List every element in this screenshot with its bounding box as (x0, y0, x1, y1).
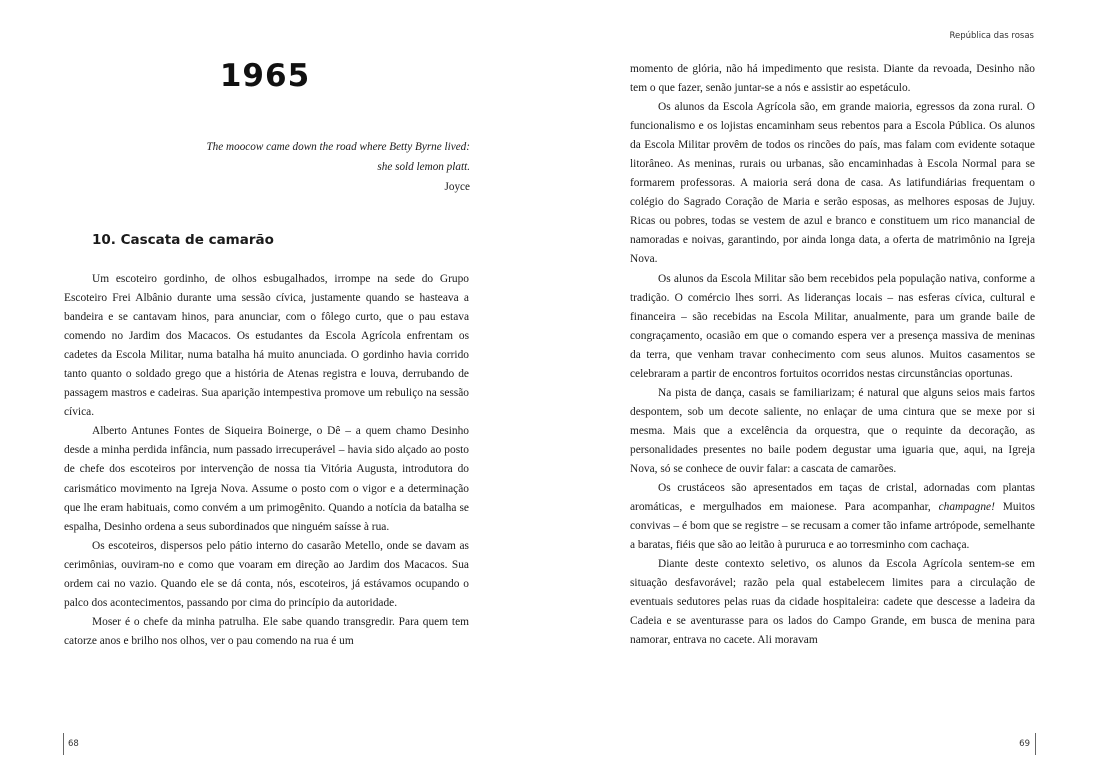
paragraph: Os alunos da Escola Agrícola são, em grande maioria, egressos da zona rural. O funcionalismo e os lojistas encaminham seus rebentos para a Escola Pública. Os alunos da Escola Militar provêm de todos os rincões do país, mas falam com evidente sotaque litorâneo. As meninas, rurais ou urbanas, são encaminhadas à Escola Normal para se formarem professoras. A maioria será dona de casa. As latifundiárias frequentam o colégio do Sagrado Coração de Maria e serão esposas, as melhores esposas de Jujuy. Ricas ou pobres, todas se vestem de azul e branco e constituem um rico manancial de namoradas e noivas, garantindo, por ainda longa data, a oferta de matrimônio na Igreja Nova. (630, 101, 1035, 266)
epigraph-line-1: The moocow came down the road where Betty Byrne lived: (206, 141, 470, 153)
paragraph: Os escoteiros, dispersos pelo pátio interno do casarão Metello, onde se davam as cerimônias, ouviram-no e como que voaram em direção ao Jardim dos Macacos. Sua ordem cai no vazio. Quando ele se dá conta, nós, escoteiros, já estávamos ocupando o palco dos acontecimentos, passando por cima do princípio da autoridade. (64, 539, 469, 609)
epigraph-line-2: she sold lemon platt. (377, 161, 470, 173)
champagne-italic: champagne! (938, 501, 995, 514)
paragraph: Alberto Antunes Fontes de Siqueira Boinerge, o Dê – a quem chamo Desinho desde a minha perdida infância, num passado irrecuperável – havia sido alçado ao posto de chefe dos escoteiros por intervenção de nossa tia Vitória Augusta, introdutora do carismático movimento na Igreja Nova. Assume o posto com o vigor e a determinação que lhe eram habituais, como convém a um primogênito. Quando a notícia da batalha se espalha, Desinho ordena a seus subordinados que ninguém saísse à rua. (64, 425, 469, 533)
shrimp-text-start: Os crustáceos são apresentados em taças de cristal, adornadas com plantas aromáticas, e mergulhados em maionese. Para acompanhar, (630, 482, 1035, 514)
paragraph-continued: momento de glória, não há impedimento que resista. Diante da revoada, Desinho não tem o que fazer, senão juntar-se a nós e assistir ao espetáculo. (630, 63, 1035, 95)
section-title: 10. Cascata de camarão (92, 232, 274, 248)
epigraph (206, 137, 470, 197)
page-number-rule (63, 733, 64, 755)
paragraph: Os alunos da Escola Militar são bem recebidos pela população nativa, conforme a tradição. O comércio lhes sorri. As lideranças locais – nas esferas cívica, cultural e financeira – são recebidas na Escola Militar, anualmente, para um grande baile de congraçamento, ocasião em que o comando espera ver a presença massiva de meninas da terra, que venham travar conhecimento com seus alunos. Muitos casamentos se celebraram a partir de encontros fortuitos ocorridos nestas circunstâncias oportunas. (630, 272, 1035, 380)
paragraph: Um escoteiro gordinho, de olhos esbugalhados, irrompe na sede do Grupo Escoteiro Frei Albânio durante uma sessão cívica, justamente quando se hasteava a bandeira e se cantavam hinos, para anunciar, com o fôlego curto, que o pau estava comendo no Jardim dos Macacos. Os estudantes da Escola Agrícola enfrentam os cadetes da Escola Militar, numa batalha há muito anunciada. O gordinho havia corrido tanto quanto o soldado grego que a história de Atenas registra e louva, derrubando de passagem mastros e cadeiras. Sua aparição intempestiva promove um rebuliço na sessão cívica. (64, 273, 469, 419)
paragraph: Diante deste contexto seletivo, os alunos da Escola Agrícola sentem-se em situação desfavorável; razão pela qual estabelecem limites para a circulação de eventuais sedutores pelas ruas da cidade hospitaleira: cadete que descesse a ladeira da Cadeia e se aventurasse para os lados do Campo Grande, em busca de menina para namorar, entrava no cacete. Ali moravam (630, 558, 1035, 647)
right-body-text (630, 60, 1035, 650)
page-number: 69 (1019, 739, 1030, 749)
chapter-year: 1965 (219, 58, 311, 94)
epigraph-author: Joyce (444, 181, 470, 193)
paragraph: Na pista de dança, casais se familiarizam; é natural que alguns seios mais fartos despontem, sob um decote saliente, no enlaçar de uma cintura que se mexe por si mesma. Mais que a excelência da orquestra, que o requinte da decoração, as personalidades presentes no baile podem degustar uma iguaria que, aqui, na Igreja Nova, só se conhece de ouvir falar: a cascata de camarões. (630, 386, 1035, 475)
right-page (550, 0, 1100, 776)
shrimp-text-end: Muitos convivas – é bom que se registre – se recusam a comer tão infame artrópode, semelhante a baratas, fiéis que são ao leitão à pururuca e ao torresminho com cachaça. (630, 501, 1035, 552)
paragraph: Moser é o chefe da minha patrulha. Ele sabe quando transgredir. Para quem tem catorze anos e brilho nos olhos, ver o pau comendo na rua é um (64, 615, 469, 647)
running-header: República das rosas (949, 31, 1034, 41)
page-number: 68 (68, 739, 79, 749)
left-body-text (64, 270, 469, 651)
page-number-rule (1035, 733, 1036, 755)
paragraph-shrimp (630, 479, 1035, 555)
